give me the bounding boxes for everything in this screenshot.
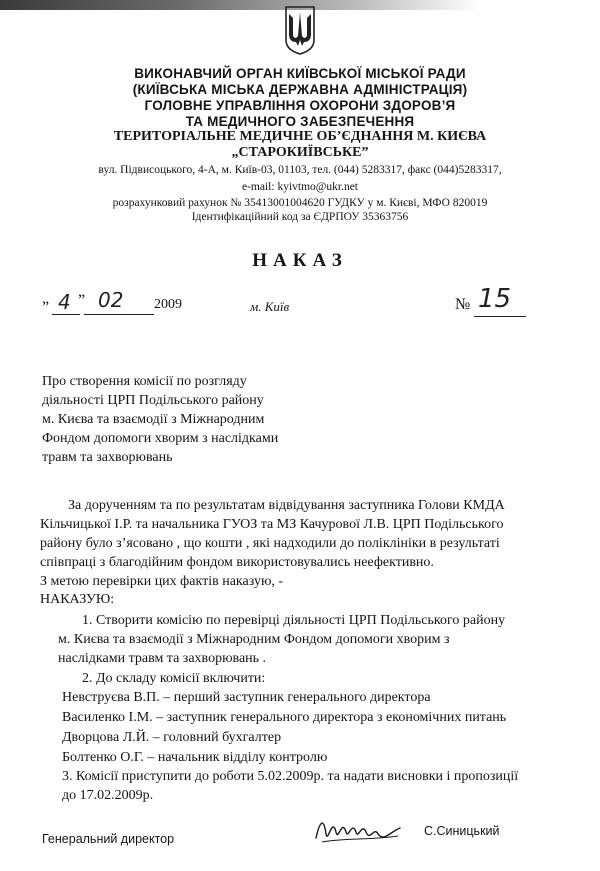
date-year: 2009 — [154, 297, 182, 312]
para1-line-1: За дорученням та по результатам відвідування заступника Голови КМДА — [68, 498, 505, 513]
member-1: Невструєва В.П. – перший заступник генерального директора — [62, 690, 431, 705]
header-edrpou: Ідентифікаційний код за ЄДРПОУ 35363756 — [191, 211, 409, 223]
date-month: 02 — [98, 288, 124, 312]
para1-line-4: співпраці з благодійним фондом використовувались неефективно. — [40, 555, 434, 570]
order-place: м. Київ — [250, 299, 290, 314]
date-day: 4 — [58, 290, 71, 314]
date-quote-close: ” — [78, 292, 86, 309]
date-quote-open: „ — [42, 290, 50, 307]
para1-line-2: Кільчицької І.Р. та начальника ГУОЗ та МЗ Качурової Л.В. ЦРП Подільського — [40, 517, 504, 532]
subject-line-2: діяльності ЦРП Подільського району — [42, 393, 264, 408]
header-line-6: „СТАРОКИЇВСЬКЕ” — [231, 145, 369, 160]
signatory-position: Генеральний директор — [42, 832, 175, 846]
day-underline — [52, 314, 80, 315]
subject-line-4: Фондом допомоги хворим з наслідками — [42, 431, 279, 446]
handwritten-signature-icon — [312, 808, 404, 850]
member-4: Болтенко О.Г. – начальник відділу контролю — [62, 750, 328, 765]
item3-line-2: до 17.02.2009р. — [62, 788, 154, 803]
coat-of-arms-icon — [283, 4, 317, 56]
header-line-5: ТЕРИТОРІАЛЬНЕ МЕДИЧНЕ ОБ’ЄДНАННЯ М. КИЄВА — [113, 129, 487, 144]
item2-line: 2. До складу комісії включити: — [82, 671, 266, 686]
item1-line-3: наслідками травм та захворювань . — [58, 651, 267, 666]
header-line-1: ВИКОНАВЧИЙ ОРГАН КИЇВСЬКОЇ МІСЬКОЇ РАДИ — [134, 66, 466, 81]
header-account: розрахунковий рахунок № 35413001004620 ГУДКУ у м. Києві, МФО 820019 — [112, 197, 488, 209]
signatory-name: С.Синицький — [424, 824, 500, 838]
header-address: вул. Підвисоцького, 4-А, м. Київ-03, 01103, тел. (044) 5283317, факс (044)5283317, — [98, 164, 502, 176]
subject-line-1: Про створення комісії по розгляду — [42, 374, 247, 389]
member-3: Дворцова Л.Й. – головний бухгалтер — [62, 730, 282, 745]
subject-line-5: травм та захворювань — [42, 450, 173, 465]
intro-line: З метою перевірки цих фактів наказую, - — [40, 574, 284, 589]
subject-line-3: м. Києва та взаємодії з Міжнародним — [42, 412, 265, 427]
para1-line-3: району було з’ясовано , що кошти , які надходили до поліклініки в результаті — [40, 536, 500, 551]
member-2: Василенко І.М. – заступник генерального директора з економічних питань — [62, 710, 507, 725]
order-number: 15 — [478, 284, 512, 314]
order-word: НАКАЗУЮ: — [40, 592, 115, 607]
header-email: e-mail: kyivtmo@ukr.net — [242, 181, 358, 193]
number-underline — [474, 316, 526, 317]
header-line-3: ГОЛОВНЕ УПРАВЛІННЯ ОХОРОНИ ЗДОРОВ’Я — [144, 98, 456, 113]
item1-line-1: 1. Створити комісію по перевірці діяльності ЦРП Подільського району — [82, 613, 506, 628]
item1-line-2: м. Києва та взаємодії з Міжнародним Фондом допомоги хворим з — [58, 632, 450, 647]
header-line-2: (КИЇВСЬКА МІСЬКА ДЕРЖАВНА АДМІНІСТРАЦІЯ) — [132, 82, 468, 97]
item3-line-1: 3. Комісії приступити до роботи 5.02.2009р. та надати висновки і пропозиції — [62, 769, 519, 784]
order-number-label: № — [455, 296, 471, 313]
month-underline — [84, 314, 154, 315]
document-title: НАКАЗ — [252, 250, 348, 271]
header-line-4: ТА МЕДИЧНОГО ЗАБЕЗПЕЧЕННЯ — [185, 114, 415, 129]
